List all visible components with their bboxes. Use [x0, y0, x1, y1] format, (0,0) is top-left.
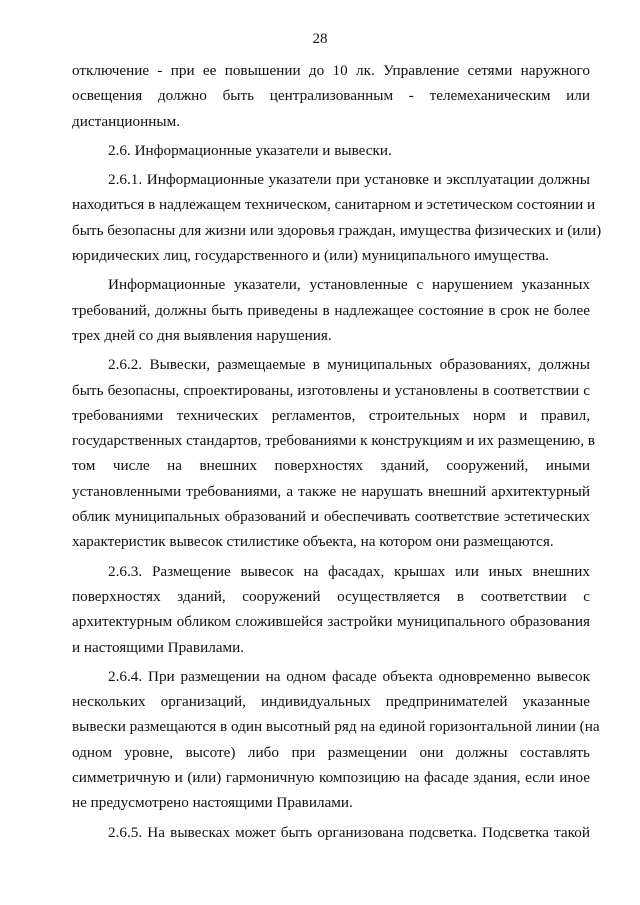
text-line: юридических лиц, государственного и (или) муниципального имущества.	[72, 247, 549, 265]
text-line: характеристик вывесок стилистике объекта, на котором они размещаются.	[72, 533, 554, 551]
text-line: 2.6.1. Информационные указатели при установке и эксплуатации должны	[108, 171, 590, 189]
text-line: 2.6.4. При размещении на одном фасаде объекта одновременно вывесок	[108, 667, 590, 685]
text-line: одном уровне, высоте) либо при размещении они должны составлять	[72, 743, 590, 761]
text-line: требованиями технических регламентов, строительных норм и правил,	[72, 406, 590, 424]
text-line: 2.6.3. Размещение вывесок на фасадах, крышах или иных внешних	[108, 562, 590, 580]
text-line: находиться в надлежащем техническом, санитарном и эстетическом состоянии и	[72, 196, 596, 214]
text-line: архитектурным обликом сложившейся застройки муниципального образования	[72, 613, 590, 631]
text-line: государственных стандартов, требованиями к конструкциям и их размещению, в	[72, 432, 595, 450]
text-line: 2.6.2. Вывески, размещаемые в муниципальных образованиях, должны	[108, 356, 590, 374]
page-number: 28	[312, 31, 328, 47]
text-line: поверхностях зданий, сооружений осуществляется в соответствии с	[72, 587, 590, 605]
text-line: нескольких организаций, индивидуальных предпринимателей указанные	[72, 693, 590, 711]
text-line: отключение - при ее повышении до 10 лк. Управление сетями наружного	[72, 62, 590, 79]
document-body	[72, 58, 602, 845]
section-heading	[72, 138, 590, 163]
text-line: Информационные указатели, установленные с нарушением указанных	[108, 276, 590, 294]
text-line: установленными требованиями, а также не нарушать внешний архитектурный	[72, 482, 590, 500]
text-line: трех дней со дня выявления нарушения.	[72, 326, 332, 344]
text-line: 2.6.5. На вывесках может быть организована подсветка. Подсветка такой	[108, 823, 590, 841]
text-line: дистанционным.	[72, 112, 181, 130]
paragraph	[72, 664, 600, 816]
text-line: быть безопасны для жизни или здоровья граждан, имущества физических и (или)	[72, 221, 602, 239]
text-line: том числе на внешних поверхностях зданий, сооружений, иными	[72, 457, 590, 475]
paragraph	[72, 352, 595, 554]
paragraph	[72, 58, 590, 134]
paragraph	[72, 272, 590, 348]
text-line: облик муниципальных образований и обеспечивать соответствие эстетических	[72, 508, 590, 526]
paragraph	[72, 820, 590, 845]
text-line: быть безопасны, спроектированы, изготовлены и установлены в соответствии с	[72, 381, 590, 399]
text-line: симметричную и (или) гармоничную композицию на фасаде здания, если иное	[72, 769, 590, 787]
paragraph	[72, 559, 590, 660]
text-line: вывески размещаются в один высотный ряд на единой горизонтальной линии (на	[72, 718, 600, 736]
text-line: требований, должны быть приведены в надлежащее состояние в срок не более	[72, 301, 590, 319]
text-line: 2.6. Информационные указатели и вывески.	[108, 141, 392, 159]
text-line: освещения должно быть централизованным - телемеханическим или	[72, 87, 590, 105]
paragraph	[72, 167, 602, 268]
text-line: не предусмотрено настоящими Правилами.	[72, 794, 353, 812]
text-line: и настоящими Правилами.	[72, 638, 245, 656]
